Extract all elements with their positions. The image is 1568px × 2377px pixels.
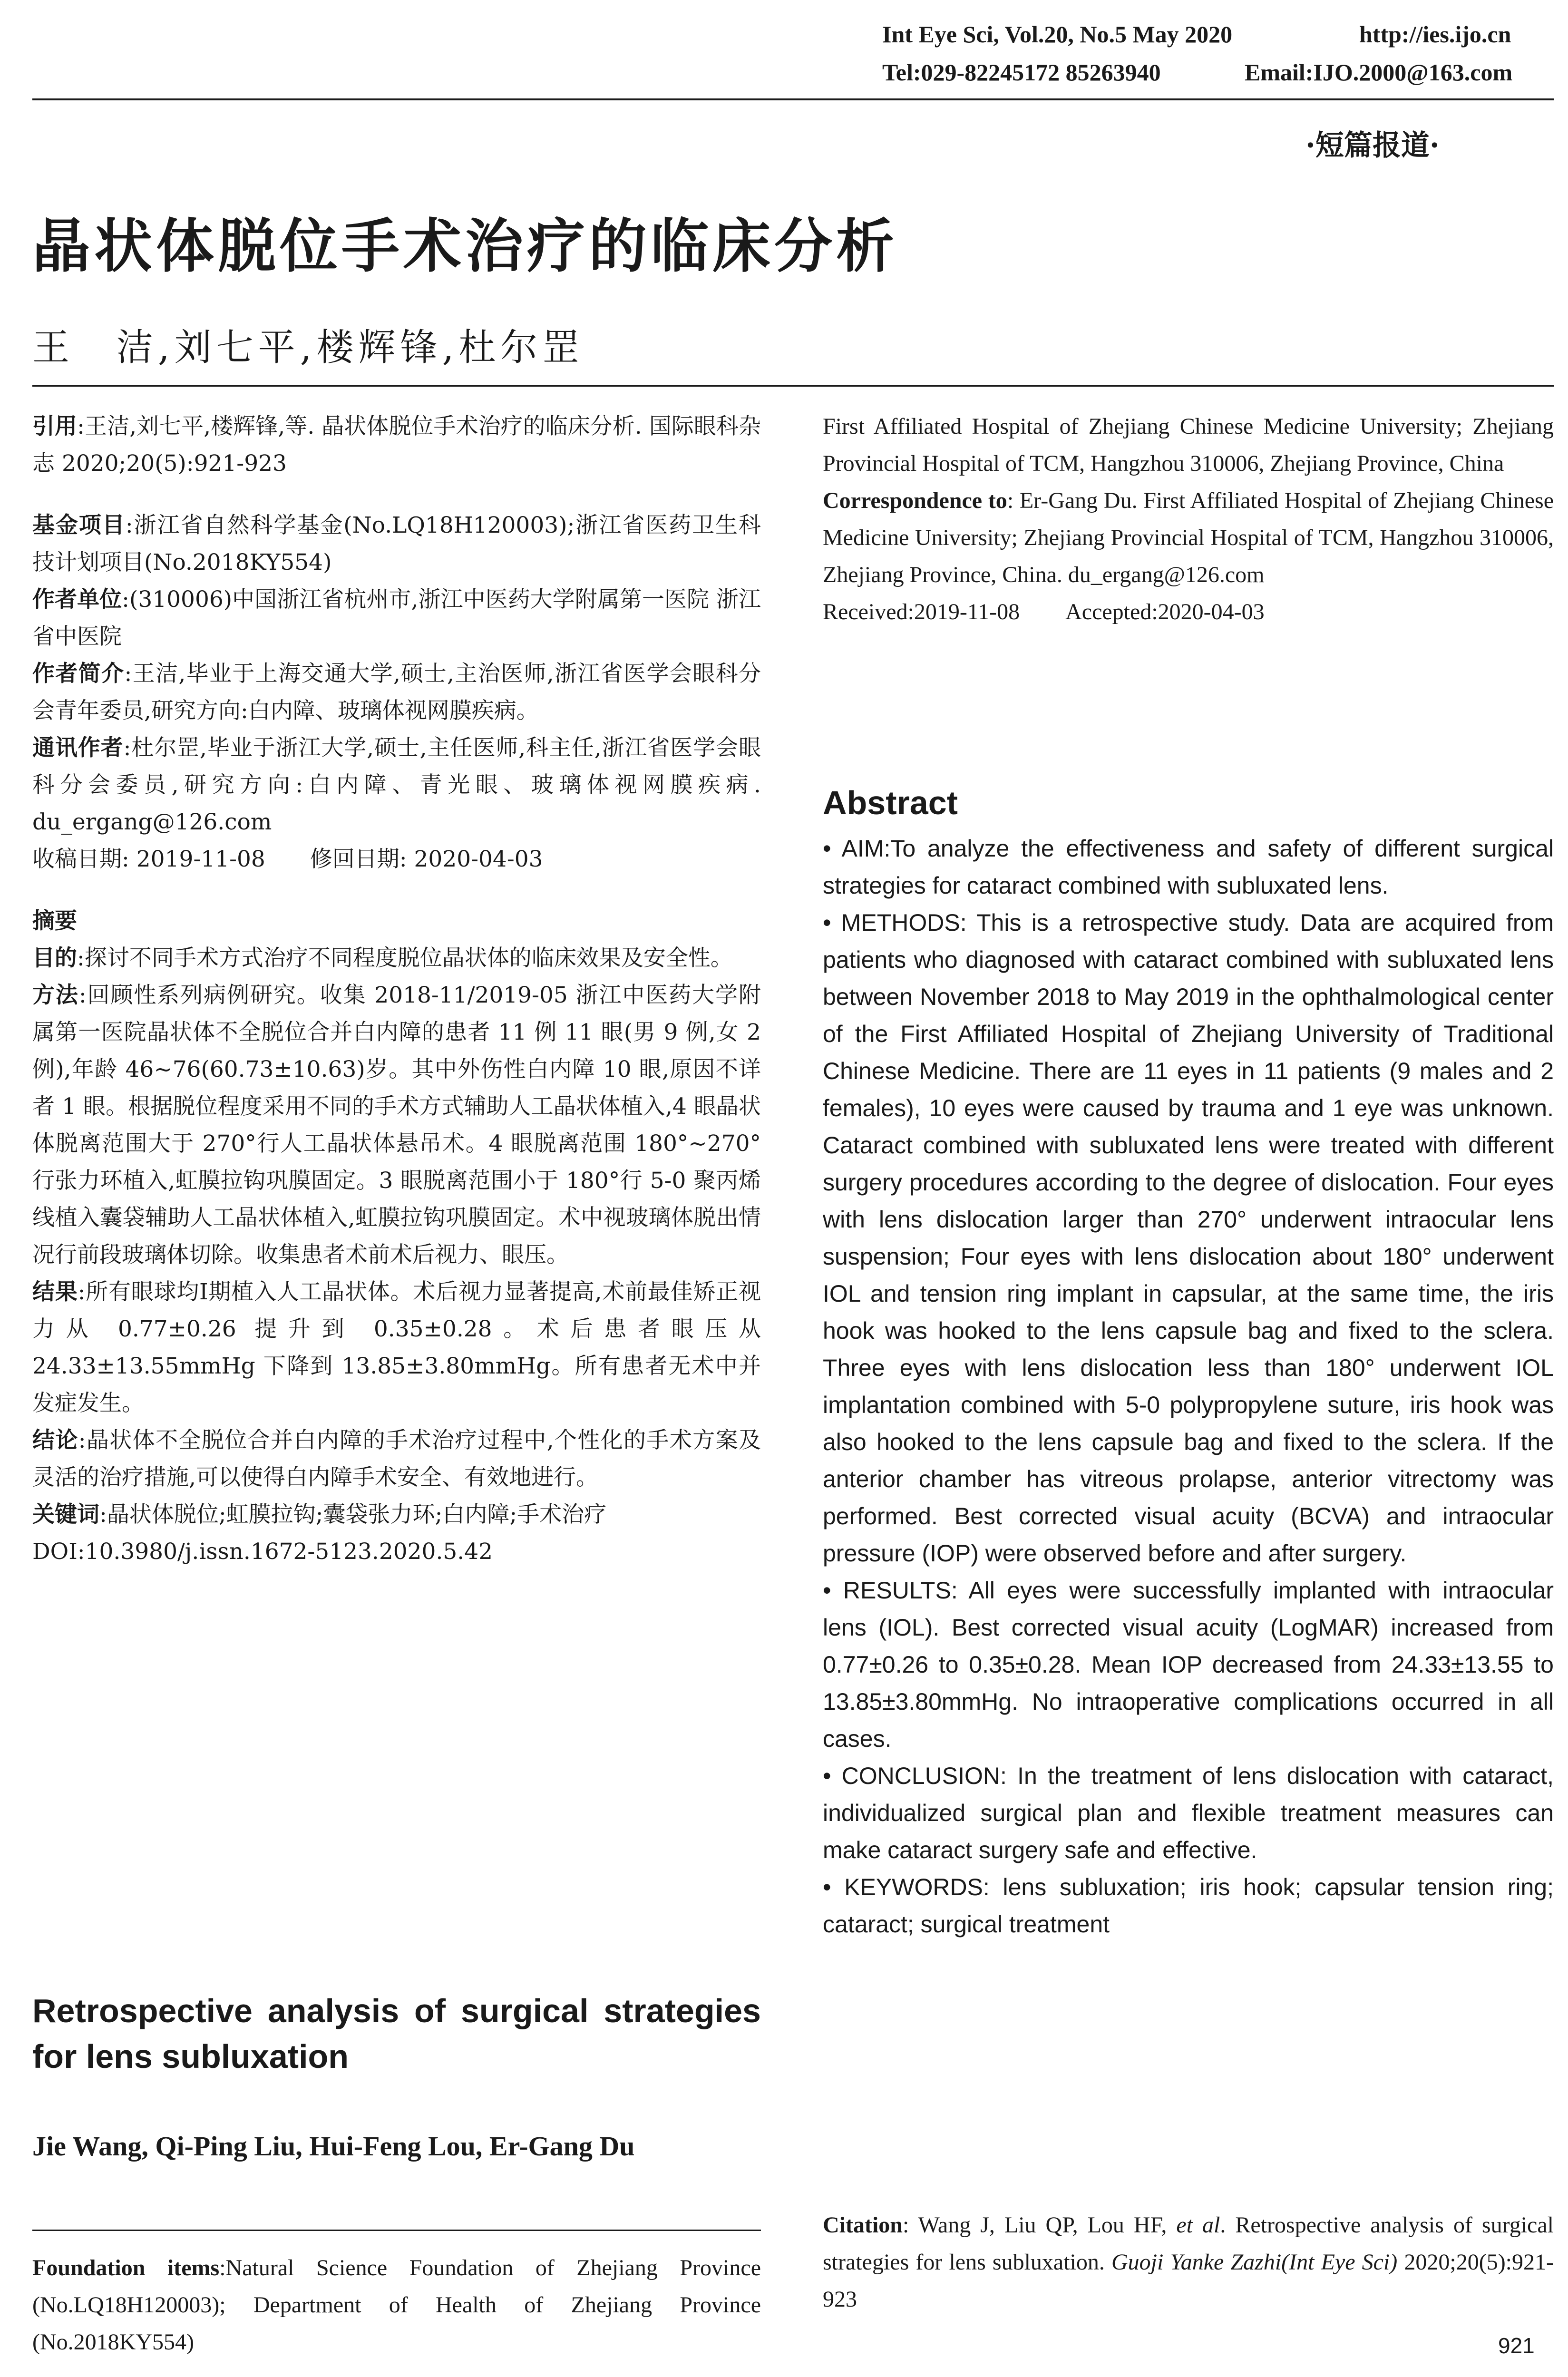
info-funding-label: 基金项目 xyxy=(32,512,126,538)
abstract-cn-conclusion-text: :晶状体不全脱位合并白内障的手术治疗过程中,个性化的手术方案及灵活的治疗措施,可以使得白内障手术安全、有效地进行。 xyxy=(32,1427,761,1490)
foundation-label: Foundation items xyxy=(32,2255,220,2280)
title-rule xyxy=(32,385,1554,387)
article-title-cn: 晶状体脱位手术治疗的临床分析 xyxy=(32,213,898,280)
citation-cn-label: 引用 xyxy=(32,413,78,439)
left-column-cn xyxy=(32,408,761,1570)
foundation-items xyxy=(32,2250,761,2361)
citation-en-text-b: . Retrospective analysis of surgical strategies for lens subluxation. xyxy=(823,2212,1554,2275)
email-text[interactable]: Email:IJO.2000@163.com xyxy=(1245,59,1513,86)
abstract-en-conclusion xyxy=(823,1757,1554,1869)
abstract-cn-aim xyxy=(32,940,761,977)
correspondence xyxy=(823,482,1554,594)
abstract-cn-keywords xyxy=(32,1496,761,1533)
citation-en-label: Citation xyxy=(823,2212,903,2238)
journal-url-text[interactable]: http://ies.ijo.cn xyxy=(1359,21,1511,48)
abstract-cn-keywords-text: :晶状体脱位;虹膜拉钩;囊袋张力环;白内障;手术治疗 xyxy=(99,1501,607,1528)
citation-cn xyxy=(32,408,761,482)
journal-url[interactable] xyxy=(1359,19,1511,49)
abstract-en-conclusion-text: : In the treatment of lens dislocation with cataract, individualized surgical plan and flexible treatment measures can make cataract surgery safe and effective. xyxy=(823,1763,1554,1863)
info-affiliation xyxy=(32,581,761,655)
citation-en-journal: Guoji Yanke Zazhi(Int Eye Sci) xyxy=(1111,2250,1398,2275)
abstract-cn-methods-label: 方法 xyxy=(32,982,79,1008)
info-corresponding-text: :杜尔罡,毕业于浙江大学,硕士,主任医师,科主任,浙江省医学会眼科分会委员,研究方向:白内障、青光眼、玻璃体视网膜疾病. du_ergang@126.com xyxy=(32,735,761,835)
journal-email[interactable] xyxy=(1245,57,1512,88)
affiliation-en: First Affiliated Hospital of Zhejiang Chinese Medicine University; Zhejiang Provincial Hospital of TCM, Hangzhou 310006, Zhejiang Province, China xyxy=(823,414,1554,476)
tel-text: Tel:029-82245172 85263940 xyxy=(882,59,1161,86)
citation-en-etal: et al xyxy=(1176,2212,1220,2238)
abstract-en-aim-label: • AIM xyxy=(823,835,884,862)
abstract-cn-conclusion xyxy=(32,1422,761,1496)
spacer xyxy=(32,878,761,903)
abstract-en-body xyxy=(823,830,1554,1943)
abstract-cn-results xyxy=(32,1274,761,1422)
citation-en xyxy=(823,2207,1554,2318)
info-bio xyxy=(32,655,761,730)
abstract-en-results-text: : All eyes were successfully implanted with intraocular lens (IOL). Best corrected visual acuity (LogMAR) increased from 0.77±0.26 to 0.35±0.28. Mean IOP decreased from 24.33±13.55 to 13.85±3.80mmHg. No intraoperative complications occurred in all cases. xyxy=(823,1577,1554,1752)
citation-en-text-a: : Wang J, Liu QP, Lou HF, xyxy=(903,2212,1177,2238)
journal-tel xyxy=(882,57,1161,88)
abstract-en-heading: Abstract xyxy=(823,784,958,821)
foundation-text: :Natural Science Foundation of Zhejiang Province (No.LQ18H120003); Department of Health of Zhejiang Province (No.2018KY554) xyxy=(32,2255,761,2355)
citation-cn-text: :王洁,刘七平,楼辉锋,等. 晶状体脱位手术治疗的临床分析. 国际眼科杂志 2020;20(5):921-923 xyxy=(32,413,761,477)
header-rule xyxy=(32,98,1554,100)
info-bio-text: :王洁,毕业于上海交通大学,硕士,主治医师,浙江省医学会眼科分会青年委员,研究方向:白内障、玻璃体视网膜疾病。 xyxy=(32,661,761,724)
info-funding xyxy=(32,507,761,581)
correspondence-text: : Er-Gang Du. First Affiliated Hospital of Zhejiang Chinese Medicine University; Zhejiang Provincial Hospital of TCM, Hangzhou 310006, Zhejiang Province, China. du_ergang@126.com xyxy=(823,488,1554,587)
section-tag: ·短篇报道· xyxy=(1305,129,1440,162)
abstract-en-keywords xyxy=(823,1869,1554,1943)
abstract-en-keywords-label: • KEYWORDS xyxy=(823,1874,983,1900)
authors-en: Jie Wang, Qi-Ping Liu, Hui-Feng Lou, Er-Gang Du xyxy=(32,2131,635,2162)
info-corresponding xyxy=(32,730,761,841)
info-corresponding-label: 通讯作者 xyxy=(32,735,124,761)
abstract-en-methods xyxy=(823,904,1554,1572)
info-funding-text: :浙江省自然科学基金(No.LQ18H120003);浙江省医药卫生科技计划项目(No.2018KY554) xyxy=(32,512,761,575)
authors-cn: 王 洁,刘七平,楼辉锋,杜尔罡 xyxy=(32,326,584,369)
abstract-en-aim-text: :To analyze the effectiveness and safety of different surgical strategies for cataract combined with subluxated lens. xyxy=(823,835,1554,899)
article-title-en: Retrospective analysis of surgical strategies for lens subluxation xyxy=(32,1992,761,2075)
correspondence-label: Correspondence to xyxy=(823,488,1007,513)
abstract-en-results-label: • RESULTS xyxy=(823,1577,951,1604)
abstract-cn-methods xyxy=(32,977,761,1274)
abstract-en-aim xyxy=(823,830,1554,904)
right-column-front xyxy=(823,408,1554,631)
info-affiliation-label: 作者单位 xyxy=(32,586,122,613)
info-affiliation-text: :(310006)中国浙江省杭州市,浙江中医药大学附属第一医院 浙江省中医院 xyxy=(32,586,761,650)
doi[interactable]: DOI:10.3980/j.issn.1672-5123.2020.5.42 xyxy=(32,1539,493,1565)
abstract-cn-aim-label: 目的 xyxy=(32,945,77,971)
citation-en-text-c: 2020;20(5):921-923 xyxy=(823,2250,1554,2312)
abstract-cn-keywords-label: 关键词 xyxy=(32,1501,99,1528)
abstract-en-methods-label: • METHODS xyxy=(823,909,960,936)
abstract-en-keywords-text: : lens subluxation; iris hook; capsular tension ring; cataract; surgical treatment xyxy=(823,1874,1554,1938)
abstract-cn-methods-text: :回顾性系列病例研究。收集 2018-11/2019-05 浙江中医药大学附属第一医院晶状体不全脱位合并白内障的患者 11 例 11 眼(男 9 例,女 2 例),年龄 46~76(60.73±10.63)岁。其中外伤性白内障 10 眼,原因不详者 1 眼。根据脱位程度采用不同的手术方式辅助人工晶状体植入,4 眼晶状体脱离范围大于 270°行人工晶状体悬吊术。4 眼脱离范围 180°~270°行张力环植入,虹膜拉钩巩膜固定。3 眼脱离范围小于 180°行 5-0 聚丙烯线植入囊袋辅助人工晶状体植入,虹膜拉钩巩膜固定。术中视玻璃体脱出情况行前段玻璃体切除。收集患者术前术后视力、眼压。 xyxy=(32,982,761,1268)
dates-cn: 收稿日期: 2019-11-08 修回日期: 2020-04-03 xyxy=(32,846,543,872)
footnote-rule xyxy=(32,2230,761,2231)
page-number: 921 xyxy=(1498,2333,1535,2358)
journal-line: Int Eye Sci, Vol.20, No.5 May 2020 xyxy=(882,21,1233,48)
dates-en: Received:2019-11-08 Accepted:2020-04-03 xyxy=(823,599,1265,624)
abstract-en-results xyxy=(823,1572,1554,1757)
info-bio-label: 作者简介 xyxy=(32,661,125,687)
spacer xyxy=(32,482,761,507)
abstract-cn-conclusion-label: 结论 xyxy=(32,1427,78,1453)
abstract-en-methods-text: : This is a retrospective study. Data are acquired from patients who diagnosed with cataract combined with subluxated lens between November 2018 to May 2019 in the ophthalmological center of the First Affiliated Hospital of Zhejiang University of Traditional Chinese Medicine. There are 11 eyes in 11 patients (9 males and 2 females), 10 eyes were caused by trauma and 1 eye was unknown. Cataract combined with subluxated lens were treated with different surgery procedures according to the degree of dislocation. Four eyes with lens dislocation larger than 270° underwent intraocular lens suspension; Four eyes with lens dislocation about 180° underwent IOL and tension ring implant in capsular, at the same time, the iris hook was hooked to the lens capsule bag and fixed to the sclera. Three eyes with lens dislocation less than 180° underwent IOL implantation combined with 5-0 polypropylene suture, iris hook was also hooked to the lens capsule bag and fixed to the sclera. If the anterior chamber has vitreous prolapse, anterior vitrectomy was performed. Best corrected visual acuity (BCVA) and intraocular pressure (IOP) were observed before and after surgery. xyxy=(823,909,1554,1567)
abstract-cn-results-label: 结果 xyxy=(32,1279,78,1305)
abstract-cn-results-text: :所有眼球均Ⅰ期植入人工晶状体。术后视力显著提高,术前最佳矫正视力从 0.77±0.26 提升到 0.35±0.28。术后患者眼压从 24.33±13.55mmHg 下降到 13.85±3.80mmHg。所有患者无术中并发症发生。 xyxy=(32,1279,761,1416)
journal-info xyxy=(882,19,1232,49)
abstract-en-conclusion-label: • CONCLUSION xyxy=(823,1763,1001,1789)
abstract-cn-aim-text: :探讨不同手术方式治疗不同程度脱位晶状体的临床效果及安全性。 xyxy=(77,945,733,971)
abstract-cn-heading: 摘要 xyxy=(32,908,77,934)
